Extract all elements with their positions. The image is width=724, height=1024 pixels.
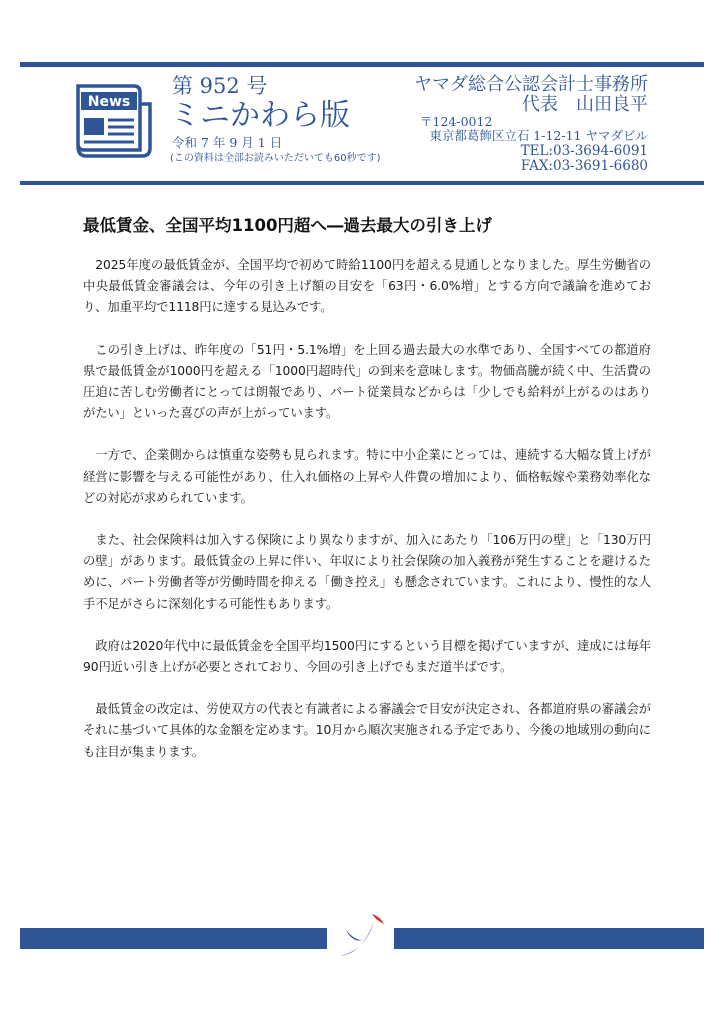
newspaper-icon bbox=[68, 76, 158, 162]
office-fax: FAX:03-3691-6680 bbox=[520, 158, 648, 174]
article-paragraph: この引き上げは、昨年度の「51円・5.1%増」を上回る過去最大の水準であり、全国すべての都道府県で最低賃金が1000円を超える「1000円超時代」の到来を意味します。物価高騰が続く中、生活費の圧迫に苦しむ労働者にとっては朗報であり、パート従業員などからは「少しでも給料が上がるのはありがたい」といった喜びの声が上がっています。 bbox=[83, 342, 651, 421]
issue-date: 令和 7 年 9 月 1 日 bbox=[172, 135, 283, 150]
header-divider bbox=[20, 181, 704, 185]
footer-bar-left bbox=[20, 928, 327, 949]
article-paragraph: 政府は2020年代中に最低賃金を全国平均1500円にするという目標を掲げていますが、達成には毎年90円近い引き上げが必要とされており、今回の引き上げでもまだ道半ばです。 bbox=[83, 638, 651, 675]
article-body bbox=[83, 255, 651, 784]
reading-time-note: (この資料は全部お読みいただいても60秒です) bbox=[170, 153, 381, 164]
article-paragraph: 一方で、企業側からは慎重な姿勢も見られます。特に中小企業にとっては、連続する大幅な賃上げが経営に影響を与える可能性があり、仕入れ価格の上昇や人件費の増加により、価格転嫁や業務効率化などの対応が求められています。 bbox=[83, 448, 651, 505]
top-divider bbox=[20, 62, 704, 67]
newspaper-icon-label: News bbox=[87, 94, 131, 110]
office-name: ヤマダ総合公認会計士事務所 bbox=[414, 74, 648, 95]
article-paragraph: 2025年度の最低賃金が、全国平均で初めて時給1100円を超える見通しとなりました。厚生労働省の中央最低賃金審議会は、今年の引き上げ額の目安を「63円・6.0%増」とする方向で議論を進めており、加重平均で1118円に達する見込みです。 bbox=[83, 258, 651, 315]
article-paragraph: また、社会保険料は加入する保険により異なりますが、加入にあたり「106万円の壁」と「130万円の壁」があります。最低賃金の上昇に伴い、年収により社会保険の加入義務が発生することを避けるために、パート労働者等が労働時間を抑える「働き控え」も懸念されています。これにより、慢性的な人手不足がさらに深刻化する可能性もあります。 bbox=[83, 533, 651, 611]
office-address: 東京都葛飾区立石 1-12-11 ヤマダビル bbox=[429, 128, 648, 143]
postal-code: 〒124-0012 bbox=[420, 114, 493, 129]
newsletter-title: ミニかわら版 bbox=[170, 98, 350, 133]
article-paragraph: 最低賃金の改定は、労使双方の代表と有識者による審議会で目安が決定され、各都道府県の審議会がそれに基づいて具体的な金額を定めます。10月から順次実施される予定であり、今後の地域別の動向にも注目が集まります。 bbox=[83, 702, 651, 759]
issue-number: 第 952 号 bbox=[172, 74, 268, 98]
footer-bar-right bbox=[394, 928, 704, 949]
office-logo-mark bbox=[334, 912, 386, 962]
article-headline: 最低賃金、全国平均1100円超へ―過去最大の引き上げ bbox=[83, 216, 492, 235]
office-phone: TEL:03-3694-6091 bbox=[520, 143, 648, 159]
representative-name: 代表 山田良平 bbox=[522, 94, 648, 115]
